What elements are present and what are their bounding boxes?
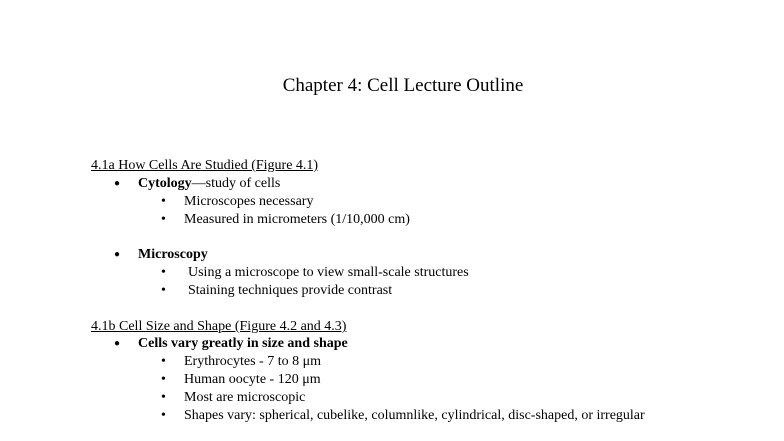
bullet-level2: •	[161, 265, 166, 280]
page-title: Chapter 4: Cell Lecture Outline	[282, 75, 524, 96]
subitem-microscopes-necessary: Microscopes necessary	[184, 194, 314, 209]
subitem-human-oocyte: Human oocyte - 120 μm	[184, 372, 321, 387]
bullet-level1: ●	[114, 249, 121, 260]
list-item-cytology	[138, 175, 280, 193]
bullet-level2: •	[161, 390, 166, 405]
bullet-level2: •	[161, 354, 166, 369]
bullet-level1: ●	[114, 338, 121, 349]
section-heading-cells-studied: 4.1a How Cells Are Studied (Figure 4.1)	[91, 158, 319, 173]
subitem-using-microscope: Using a microscope to view small-scale structures	[188, 265, 469, 280]
definition-cytology: —study of cells	[191, 176, 281, 191]
term-cytology: Cytology	[138, 176, 192, 191]
bullet-level2: •	[161, 194, 166, 209]
subitem-staining-techniques: Staining techniques provide contrast	[188, 283, 393, 298]
bullet-level2: •	[161, 212, 166, 227]
bullet-level1: ●	[114, 178, 121, 189]
bullet-level2: •	[161, 372, 166, 387]
subitem-erythrocytes: Erythrocytes - 7 to 8 μm	[184, 354, 321, 369]
list-item-microscopy: Microscopy	[138, 247, 208, 262]
subitem-most-microscopic: Most are microscopic	[184, 390, 306, 405]
subitem-shapes-vary: Shapes vary: spherical, cubelike, columnlike, cylindrical, disc-shaped, or irregular	[184, 408, 645, 423]
section-heading-cell-size-shape: 4.1b Cell Size and Shape (Figure 4.2 and 4.3)	[91, 319, 347, 334]
list-item-cells-vary: Cells vary greatly in size and shape	[138, 336, 348, 351]
bullet-level2: •	[161, 408, 166, 423]
subitem-measured-in-micrometers: Measured in micrometers (1/10,000 cm)	[184, 212, 410, 227]
bullet-level2: •	[161, 283, 166, 298]
